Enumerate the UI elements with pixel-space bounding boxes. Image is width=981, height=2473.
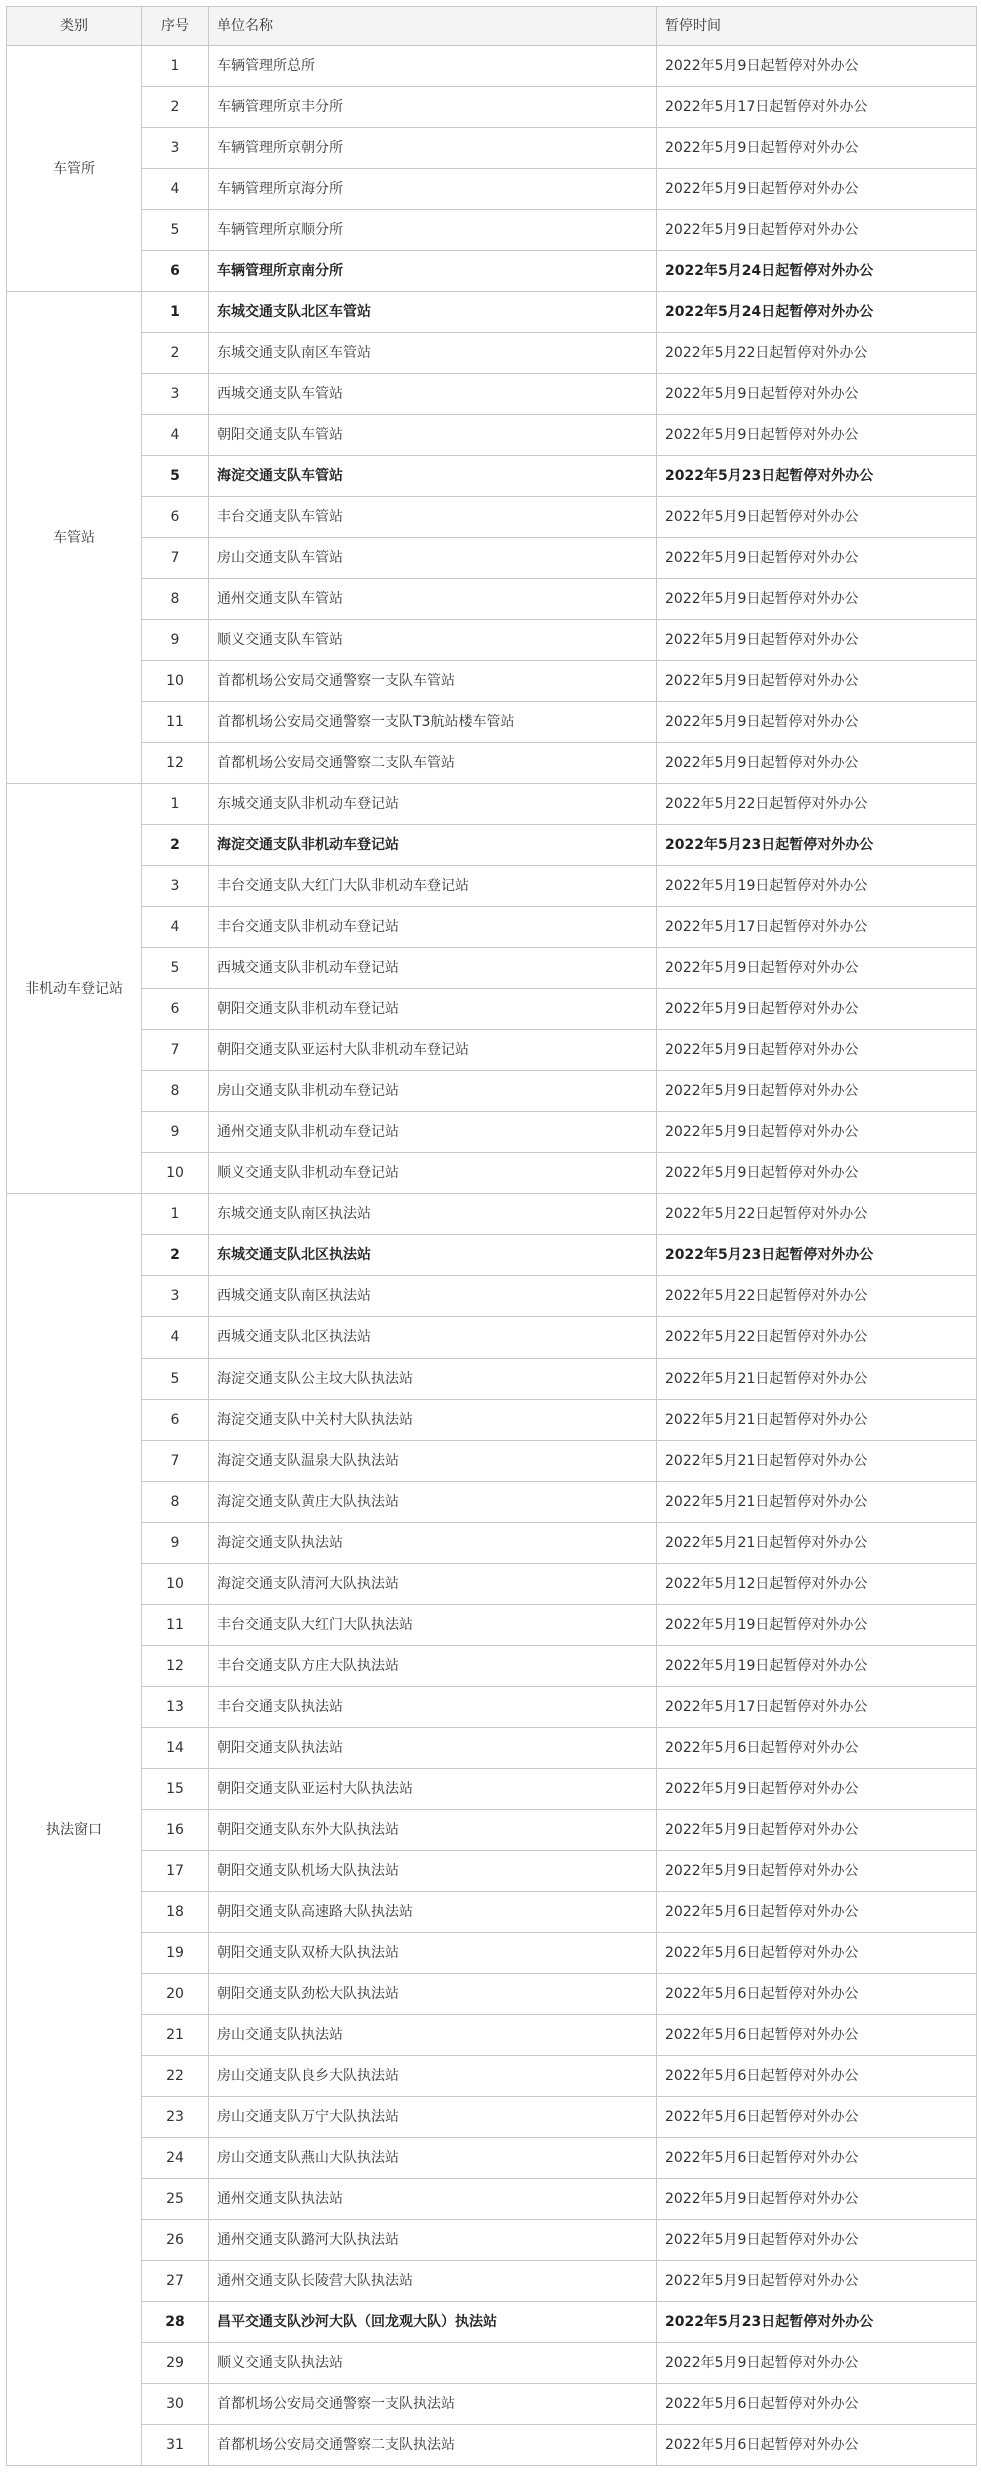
table-row	[7, 825, 977, 866]
unit-name-cell: 昌平交通支队沙河大队（回龙观大队）执法站	[209, 2301, 657, 2342]
seq-cell: 9	[142, 620, 209, 661]
suspend-time-cell: 2022年5月12日起暂停对外办公	[657, 1563, 977, 1604]
suspend-time-cell: 2022年5月6日起暂停对外办公	[657, 2424, 977, 2465]
table-row	[7, 1112, 977, 1153]
unit-name-cell: 通州交通支队长陵营大队执法站	[209, 2260, 657, 2301]
suspend-time-cell: 2022年5月21日起暂停对外办公	[657, 1481, 977, 1522]
seq-cell: 8	[142, 1481, 209, 1522]
seq-cell: 10	[142, 1563, 209, 1604]
table-row	[7, 743, 977, 784]
unit-name-cell: 车辆管理所京丰分所	[209, 87, 657, 128]
unit-name-cell: 西城交通支队非机动车登记站	[209, 948, 657, 989]
seq-cell: 1	[142, 1194, 209, 1235]
table-row	[7, 2301, 977, 2342]
unit-name-cell: 首都机场公安局交通警察一支队车管站	[209, 661, 657, 702]
suspend-time-cell: 2022年5月9日起暂停对外办公	[657, 2260, 977, 2301]
table-row	[7, 2342, 977, 2383]
header-category: 类别	[7, 7, 142, 46]
unit-name-cell: 丰台交通支队大红门大队非机动车登记站	[209, 866, 657, 907]
table-row	[7, 1891, 977, 1932]
unit-name-cell: 海淀交通支队黄庄大队执法站	[209, 1481, 657, 1522]
seq-cell: 18	[142, 1891, 209, 1932]
unit-name-cell: 车辆管理所京海分所	[209, 169, 657, 210]
table-row	[7, 1481, 977, 1522]
table-row	[7, 1563, 977, 1604]
unit-name-cell: 通州交通支队潞河大队执法站	[209, 2219, 657, 2260]
unit-name-cell: 车辆管理所京朝分所	[209, 128, 657, 169]
seq-cell: 24	[142, 2137, 209, 2178]
table-row	[7, 1440, 977, 1481]
table-row	[7, 866, 977, 907]
unit-name-cell: 顺义交通支队非机动车登记站	[209, 1153, 657, 1194]
table-row	[7, 1809, 977, 1850]
seq-cell: 6	[142, 989, 209, 1030]
seq-cell: 23	[142, 2096, 209, 2137]
suspend-time-cell: 2022年5月9日起暂停对外办公	[657, 210, 977, 251]
seq-cell: 15	[142, 1768, 209, 1809]
seq-cell: 8	[142, 579, 209, 620]
table-row	[7, 2383, 977, 2424]
seq-cell: 12	[142, 743, 209, 784]
suspend-time-cell: 2022年5月19日起暂停对外办公	[657, 1645, 977, 1686]
table-row	[7, 46, 977, 87]
table-row	[7, 1727, 977, 1768]
suspend-time-cell: 2022年5月17日起暂停对外办公	[657, 87, 977, 128]
table-row	[7, 1358, 977, 1399]
table-row	[7, 1317, 977, 1358]
table-header-row	[7, 7, 977, 46]
table-row	[7, 579, 977, 620]
seq-cell: 13	[142, 1686, 209, 1727]
table-row	[7, 661, 977, 702]
table-row	[7, 251, 977, 292]
table-row	[7, 374, 977, 415]
unit-name-cell: 海淀交通支队公主坟大队执法站	[209, 1358, 657, 1399]
unit-name-cell: 朝阳交通支队非机动车登记站	[209, 989, 657, 1030]
unit-name-cell: 朝阳交通支队劲松大队执法站	[209, 1973, 657, 2014]
unit-name-cell: 首都机场公安局交通警察一支队执法站	[209, 2383, 657, 2424]
table-row	[7, 620, 977, 661]
unit-name-cell: 房山交通支队非机动车登记站	[209, 1071, 657, 1112]
suspend-time-cell: 2022年5月6日起暂停对外办公	[657, 2014, 977, 2055]
table-row	[7, 2055, 977, 2096]
header-suspend-time: 暂停时间	[657, 7, 977, 46]
seq-cell: 17	[142, 1850, 209, 1891]
seq-cell: 11	[142, 702, 209, 743]
suspend-time-cell: 2022年5月9日起暂停对外办公	[657, 2178, 977, 2219]
unit-name-cell: 丰台交通支队方庄大队执法站	[209, 1645, 657, 1686]
table-row	[7, 784, 977, 825]
seq-cell: 2	[142, 333, 209, 374]
suspend-time-cell: 2022年5月9日起暂停对外办公	[657, 1071, 977, 1112]
suspend-time-cell: 2022年5月17日起暂停对外办公	[657, 1686, 977, 1727]
unit-name-cell: 西城交通支队北区执法站	[209, 1317, 657, 1358]
suspension-table	[6, 6, 977, 2466]
unit-name-cell: 通州交通支队执法站	[209, 2178, 657, 2219]
suspend-time-cell: 2022年5月6日起暂停对外办公	[657, 2383, 977, 2424]
table-row	[7, 456, 977, 497]
category-cell: 车管所	[7, 46, 142, 292]
unit-name-cell: 首都机场公安局交通警察一支队T3航站楼车管站	[209, 702, 657, 743]
seq-cell: 3	[142, 128, 209, 169]
seq-cell: 14	[142, 1727, 209, 1768]
suspend-time-cell: 2022年5月9日起暂停对外办公	[657, 2342, 977, 2383]
suspend-time-cell: 2022年5月9日起暂停对外办公	[657, 1809, 977, 1850]
seq-cell: 7	[142, 538, 209, 579]
suspend-time-cell: 2022年5月23日起暂停对外办公	[657, 825, 977, 866]
unit-name-cell: 房山交通支队万宁大队执法站	[209, 2096, 657, 2137]
suspend-time-cell: 2022年5月9日起暂停对外办公	[657, 1112, 977, 1153]
seq-cell: 20	[142, 1973, 209, 2014]
table-row	[7, 292, 977, 333]
unit-name-cell: 朝阳交通支队机场大队执法站	[209, 1850, 657, 1891]
unit-name-cell: 丰台交通支队大红门大队执法站	[209, 1604, 657, 1645]
unit-name-cell: 房山交通支队执法站	[209, 2014, 657, 2055]
seq-cell: 9	[142, 1112, 209, 1153]
table-row	[7, 2260, 977, 2301]
unit-name-cell: 朝阳交通支队执法站	[209, 1727, 657, 1768]
seq-cell: 3	[142, 374, 209, 415]
unit-name-cell: 海淀交通支队执法站	[209, 1522, 657, 1563]
table-row	[7, 1645, 977, 1686]
seq-cell: 9	[142, 1522, 209, 1563]
seq-cell: 6	[142, 1399, 209, 1440]
suspend-time-cell: 2022年5月21日起暂停对外办公	[657, 1522, 977, 1563]
unit-name-cell: 东城交通支队北区执法站	[209, 1235, 657, 1276]
suspend-time-cell: 2022年5月9日起暂停对外办公	[657, 1768, 977, 1809]
unit-name-cell: 海淀交通支队清河大队执法站	[209, 1563, 657, 1604]
unit-name-cell: 海淀交通支队中关村大队执法站	[209, 1399, 657, 1440]
table-row	[7, 169, 977, 210]
table-row	[7, 1604, 977, 1645]
table-row	[7, 948, 977, 989]
table-row	[7, 497, 977, 538]
unit-name-cell: 丰台交通支队执法站	[209, 1686, 657, 1727]
suspend-time-cell: 2022年5月9日起暂停对外办公	[657, 989, 977, 1030]
seq-cell: 2	[142, 87, 209, 128]
unit-name-cell: 车辆管理所京顺分所	[209, 210, 657, 251]
suspend-time-cell: 2022年5月9日起暂停对外办公	[657, 538, 977, 579]
suspend-time-cell: 2022年5月9日起暂停对外办公	[657, 2219, 977, 2260]
table-row	[7, 210, 977, 251]
table-row	[7, 1235, 977, 1276]
table-body	[7, 46, 977, 2466]
table-row	[7, 1850, 977, 1891]
category-cell: 非机动车登记站	[7, 784, 142, 1194]
seq-cell: 8	[142, 1071, 209, 1112]
unit-name-cell: 丰台交通支队非机动车登记站	[209, 907, 657, 948]
table-row	[7, 907, 977, 948]
suspend-time-cell: 2022年5月9日起暂停对外办公	[657, 743, 977, 784]
suspend-time-cell: 2022年5月6日起暂停对外办公	[657, 2055, 977, 2096]
seq-cell: 7	[142, 1440, 209, 1481]
unit-name-cell: 朝阳交通支队亚运村大队执法站	[209, 1768, 657, 1809]
seq-cell: 30	[142, 2383, 209, 2424]
table-row	[7, 1071, 977, 1112]
header-unit-name: 单位名称	[209, 7, 657, 46]
seq-cell: 12	[142, 1645, 209, 1686]
suspend-time-cell: 2022年5月22日起暂停对外办公	[657, 1194, 977, 1235]
unit-name-cell: 顺义交通支队执法站	[209, 2342, 657, 2383]
suspend-time-cell: 2022年5月9日起暂停对外办公	[657, 1850, 977, 1891]
suspend-time-cell: 2022年5月9日起暂停对外办公	[657, 579, 977, 620]
suspend-time-cell: 2022年5月17日起暂停对外办公	[657, 907, 977, 948]
suspend-time-cell: 2022年5月23日起暂停对外办公	[657, 2301, 977, 2342]
table-row	[7, 1399, 977, 1440]
table-row	[7, 1276, 977, 1317]
table-row	[7, 128, 977, 169]
seq-cell: 26	[142, 2219, 209, 2260]
suspend-time-cell: 2022年5月19日起暂停对外办公	[657, 866, 977, 907]
suspend-time-cell: 2022年5月9日起暂停对外办公	[657, 702, 977, 743]
table-row	[7, 989, 977, 1030]
table-row	[7, 1194, 977, 1235]
header-seq: 序号	[142, 7, 209, 46]
unit-name-cell: 朝阳交通支队车管站	[209, 415, 657, 456]
table-row	[7, 415, 977, 456]
suspend-time-cell: 2022年5月9日起暂停对外办公	[657, 128, 977, 169]
suspend-time-cell: 2022年5月9日起暂停对外办公	[657, 415, 977, 456]
table-row	[7, 538, 977, 579]
table-row	[7, 333, 977, 374]
seq-cell: 25	[142, 2178, 209, 2219]
seq-cell: 22	[142, 2055, 209, 2096]
suspend-time-cell: 2022年5月23日起暂停对外办公	[657, 1235, 977, 1276]
suspend-time-cell: 2022年5月9日起暂停对外办公	[657, 948, 977, 989]
suspend-time-cell: 2022年5月6日起暂停对外办公	[657, 1932, 977, 1973]
unit-name-cell: 房山交通支队车管站	[209, 538, 657, 579]
seq-cell: 28	[142, 2301, 209, 2342]
seq-cell: 2	[142, 1235, 209, 1276]
suspend-time-cell: 2022年5月9日起暂停对外办公	[657, 1153, 977, 1194]
unit-name-cell: 海淀交通支队非机动车登记站	[209, 825, 657, 866]
table-row	[7, 1153, 977, 1194]
suspend-time-cell: 2022年5月24日起暂停对外办公	[657, 292, 977, 333]
seq-cell: 5	[142, 1358, 209, 1399]
suspend-time-cell: 2022年5月19日起暂停对外办公	[657, 1604, 977, 1645]
suspend-time-cell: 2022年5月21日起暂停对外办公	[657, 1440, 977, 1481]
suspend-time-cell: 2022年5月21日起暂停对外办公	[657, 1358, 977, 1399]
seq-cell: 6	[142, 251, 209, 292]
unit-name-cell: 首都机场公安局交通警察二支队执法站	[209, 2424, 657, 2465]
unit-name-cell: 东城交通支队非机动车登记站	[209, 784, 657, 825]
table-row	[7, 2424, 977, 2465]
table-row	[7, 2178, 977, 2219]
unit-name-cell: 车辆管理所京南分所	[209, 251, 657, 292]
seq-cell: 5	[142, 948, 209, 989]
seq-cell: 3	[142, 1276, 209, 1317]
seq-cell: 31	[142, 2424, 209, 2465]
seq-cell: 27	[142, 2260, 209, 2301]
seq-cell: 1	[142, 292, 209, 333]
table-row	[7, 2096, 977, 2137]
unit-name-cell: 东城交通支队南区执法站	[209, 1194, 657, 1235]
seq-cell: 5	[142, 210, 209, 251]
suspend-time-cell: 2022年5月22日起暂停对外办公	[657, 784, 977, 825]
suspend-time-cell: 2022年5月23日起暂停对外办公	[657, 456, 977, 497]
seq-cell: 1	[142, 784, 209, 825]
suspend-time-cell: 2022年5月6日起暂停对外办公	[657, 2137, 977, 2178]
seq-cell: 29	[142, 2342, 209, 2383]
table-row	[7, 2219, 977, 2260]
category-cell: 执法窗口	[7, 1194, 142, 2466]
suspend-time-cell: 2022年5月6日起暂停对外办公	[657, 1727, 977, 1768]
seq-cell: 11	[142, 1604, 209, 1645]
seq-cell: 19	[142, 1932, 209, 1973]
unit-name-cell: 朝阳交通支队双桥大队执法站	[209, 1932, 657, 1973]
unit-name-cell: 通州交通支队非机动车登记站	[209, 1112, 657, 1153]
seq-cell: 5	[142, 456, 209, 497]
seq-cell: 4	[142, 1317, 209, 1358]
seq-cell: 10	[142, 661, 209, 702]
seq-cell: 3	[142, 866, 209, 907]
unit-name-cell: 通州交通支队车管站	[209, 579, 657, 620]
seq-cell: 4	[142, 907, 209, 948]
unit-name-cell: 朝阳交通支队东外大队执法站	[209, 1809, 657, 1850]
seq-cell: 7	[142, 1030, 209, 1071]
seq-cell: 21	[142, 2014, 209, 2055]
unit-name-cell: 顺义交通支队车管站	[209, 620, 657, 661]
suspend-time-cell: 2022年5月9日起暂停对外办公	[657, 620, 977, 661]
category-cell: 车管站	[7, 292, 142, 784]
unit-name-cell: 朝阳交通支队亚运村大队非机动车登记站	[209, 1030, 657, 1071]
unit-name-cell: 房山交通支队良乡大队执法站	[209, 2055, 657, 2096]
suspend-time-cell: 2022年5月21日起暂停对外办公	[657, 1399, 977, 1440]
suspend-time-cell: 2022年5月9日起暂停对外办公	[657, 1030, 977, 1071]
seq-cell: 6	[142, 497, 209, 538]
unit-name-cell: 车辆管理所总所	[209, 46, 657, 87]
table-row	[7, 1686, 977, 1727]
table-row	[7, 2137, 977, 2178]
suspend-time-cell: 2022年5月22日起暂停对外办公	[657, 333, 977, 374]
unit-name-cell: 西城交通支队车管站	[209, 374, 657, 415]
suspend-time-cell: 2022年5月24日起暂停对外办公	[657, 251, 977, 292]
unit-name-cell: 朝阳交通支队高速路大队执法站	[209, 1891, 657, 1932]
suspend-time-cell: 2022年5月9日起暂停对外办公	[657, 374, 977, 415]
seq-cell: 1	[142, 46, 209, 87]
table-row	[7, 2014, 977, 2055]
unit-name-cell: 房山交通支队燕山大队执法站	[209, 2137, 657, 2178]
unit-name-cell: 海淀交通支队车管站	[209, 456, 657, 497]
unit-name-cell: 首都机场公安局交通警察二支队车管站	[209, 743, 657, 784]
seq-cell: 4	[142, 169, 209, 210]
suspend-time-cell: 2022年5月9日起暂停对外办公	[657, 497, 977, 538]
suspend-time-cell: 2022年5月22日起暂停对外办公	[657, 1276, 977, 1317]
table-row	[7, 1522, 977, 1563]
suspend-time-cell: 2022年5月9日起暂停对外办公	[657, 661, 977, 702]
suspend-time-cell: 2022年5月6日起暂停对外办公	[657, 1973, 977, 2014]
seq-cell: 16	[142, 1809, 209, 1850]
table-row	[7, 1030, 977, 1071]
unit-name-cell: 丰台交通支队车管站	[209, 497, 657, 538]
seq-cell: 2	[142, 825, 209, 866]
suspend-time-cell: 2022年5月22日起暂停对外办公	[657, 1317, 977, 1358]
suspend-time-cell: 2022年5月6日起暂停对外办公	[657, 1891, 977, 1932]
suspend-time-cell: 2022年5月9日起暂停对外办公	[657, 46, 977, 87]
table-row	[7, 1973, 977, 2014]
table-row	[7, 1768, 977, 1809]
unit-name-cell: 海淀交通支队温泉大队执法站	[209, 1440, 657, 1481]
seq-cell: 10	[142, 1153, 209, 1194]
table-row	[7, 1932, 977, 1973]
unit-name-cell: 西城交通支队南区执法站	[209, 1276, 657, 1317]
unit-name-cell: 东城交通支队北区车管站	[209, 292, 657, 333]
unit-name-cell: 东城交通支队南区车管站	[209, 333, 657, 374]
suspend-time-cell: 2022年5月9日起暂停对外办公	[657, 169, 977, 210]
suspend-time-cell: 2022年5月6日起暂停对外办公	[657, 2096, 977, 2137]
seq-cell: 4	[142, 415, 209, 456]
table-row	[7, 702, 977, 743]
table-row	[7, 87, 977, 128]
